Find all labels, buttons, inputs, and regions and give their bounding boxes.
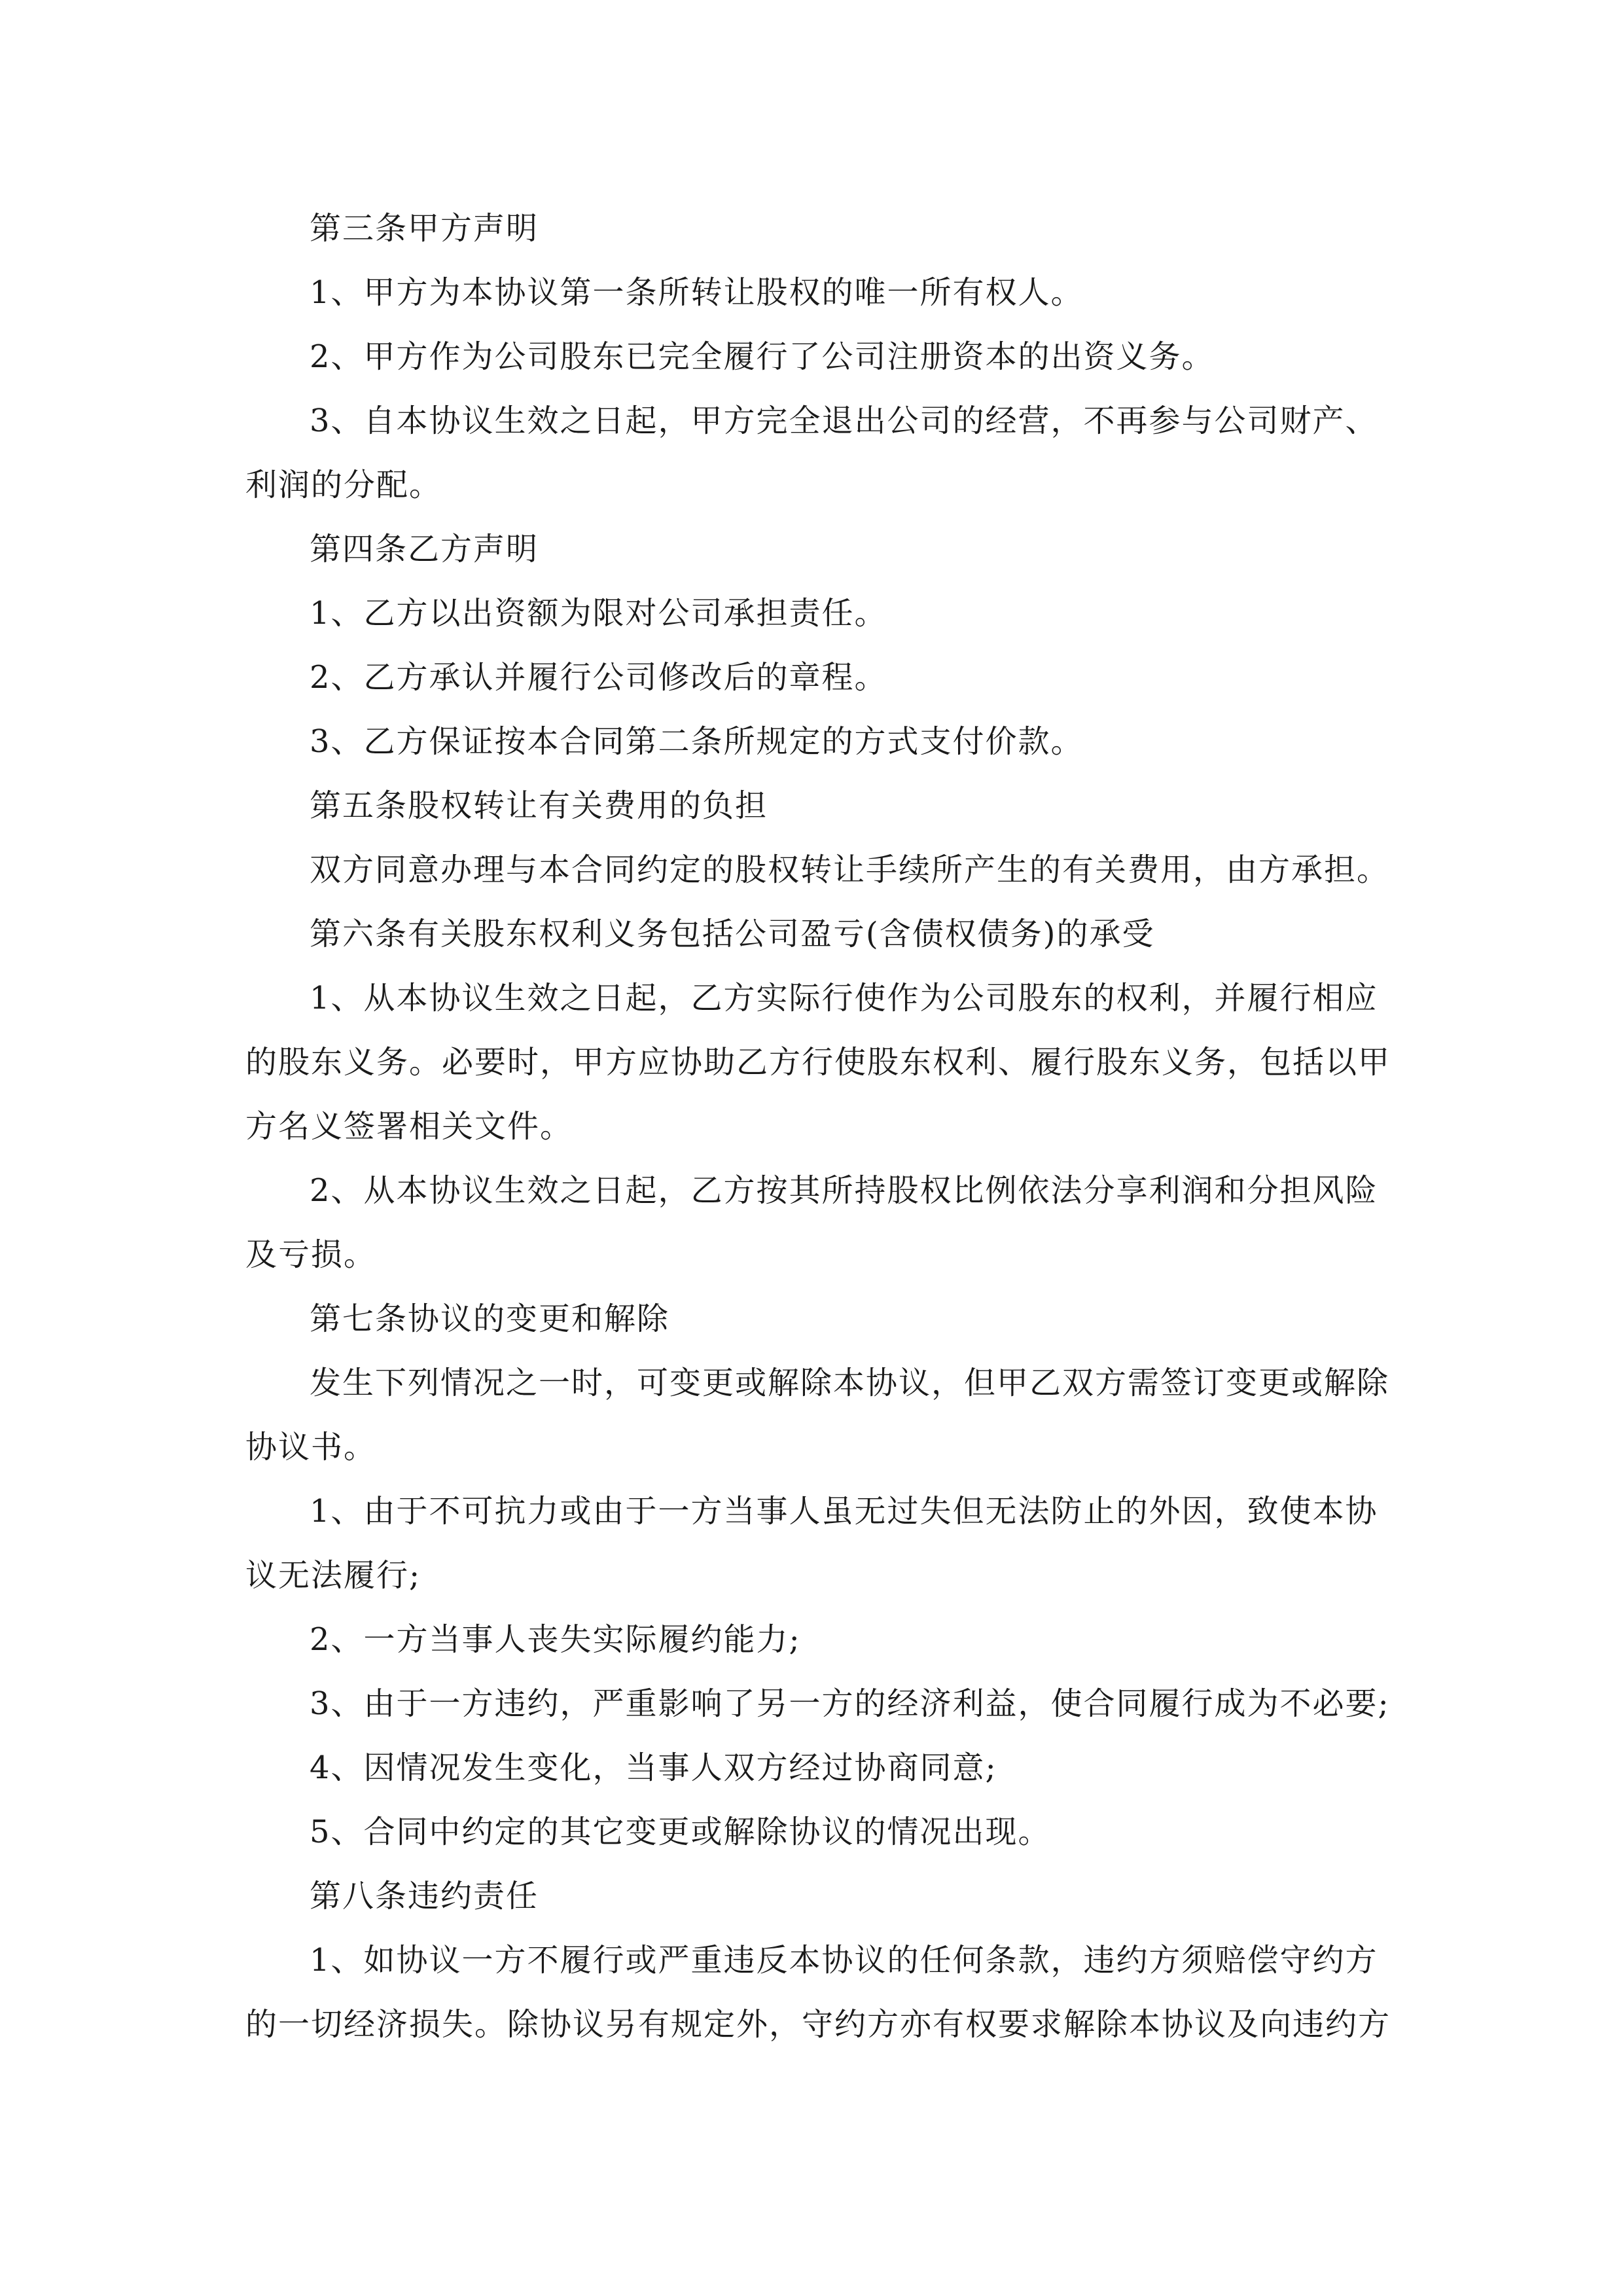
paragraph: 1、乙方以出资额为限对公司承担责任。 xyxy=(310,595,887,632)
paragraph: 4、因情况发生变化，当事人双方经过协商同意; xyxy=(310,1749,997,1786)
paragraph: 发生下列情况之一时，可变更或解除本协议，但甲乙双方需签订变更或解除协议书。 xyxy=(245,1365,1390,1465)
document-body xyxy=(245,196,1397,2056)
section-heading-3: 第三条甲方声明 xyxy=(310,210,539,247)
section-heading-7: 第七条协议的变更和解除 xyxy=(310,1300,670,1337)
section-heading-8: 第八条违约责任 xyxy=(310,1878,539,1914)
paragraph: 1、如协议一方不履行或严重违反本协议的任何条款，违约方须赔偿守约方的一切经济损失。除协议另有规定外，守约方亦有权要求解除本协议及向违约方 xyxy=(245,1942,1391,2043)
paragraph: 1、从本协议生效之日起，乙方实际行使作为公司股东的权利，并履行相应的股东义务。必要时，甲方应协助乙方行使股东权利、履行股东义务，包括以甲方名义签署相关文件。 xyxy=(245,980,1391,1145)
paragraph: 1、甲方为本协议第一条所转让股权的唯一所有权人。 xyxy=(310,274,1084,311)
section-heading-6: 第六条有关股东权利义务包括公司盈亏(含债权债务)的承受 xyxy=(310,916,1155,952)
paragraph: 2、一方当事人丧失实际履约能力; xyxy=(310,1621,801,1658)
paragraph: 2、乙方承认并履行公司修改后的章程。 xyxy=(310,659,887,696)
paragraph: 2、从本协议生效之日起，乙方按其所持股权比例依法分享利润和分担风险及亏损。 xyxy=(245,1172,1378,1273)
paragraph: 3、自本协议生效之日起，甲方完全退出公司的经营，不再参与公司财产、利润的分配。 xyxy=(245,403,1378,503)
paragraph: 双方同意办理与本合同约定的股权转让手续所产生的有关费用，由方承担。 xyxy=(310,852,1390,888)
paragraph: 1、由于不可抗力或由于一方当事人虽无过失但无法防止的外因，致使本协议无法履行; xyxy=(245,1493,1378,1594)
paragraph: 3、由于一方违约，严重影响了另一方的经济利益，使合同履行成为不必要; xyxy=(310,1685,1390,1722)
paragraph: 2、甲方作为公司股东已完全履行了公司注册资本的出资义务。 xyxy=(310,338,1215,375)
section-heading-5: 第五条股权转让有关费用的负担 xyxy=(310,787,768,824)
paragraph: 5、合同中约定的其它变更或解除协议的情况出现。 xyxy=(310,1814,1051,1850)
section-heading-4: 第四条乙方声明 xyxy=(310,531,539,567)
paragraph: 3、乙方保证按本合同第二条所规定的方式支付价款。 xyxy=(310,723,1084,760)
